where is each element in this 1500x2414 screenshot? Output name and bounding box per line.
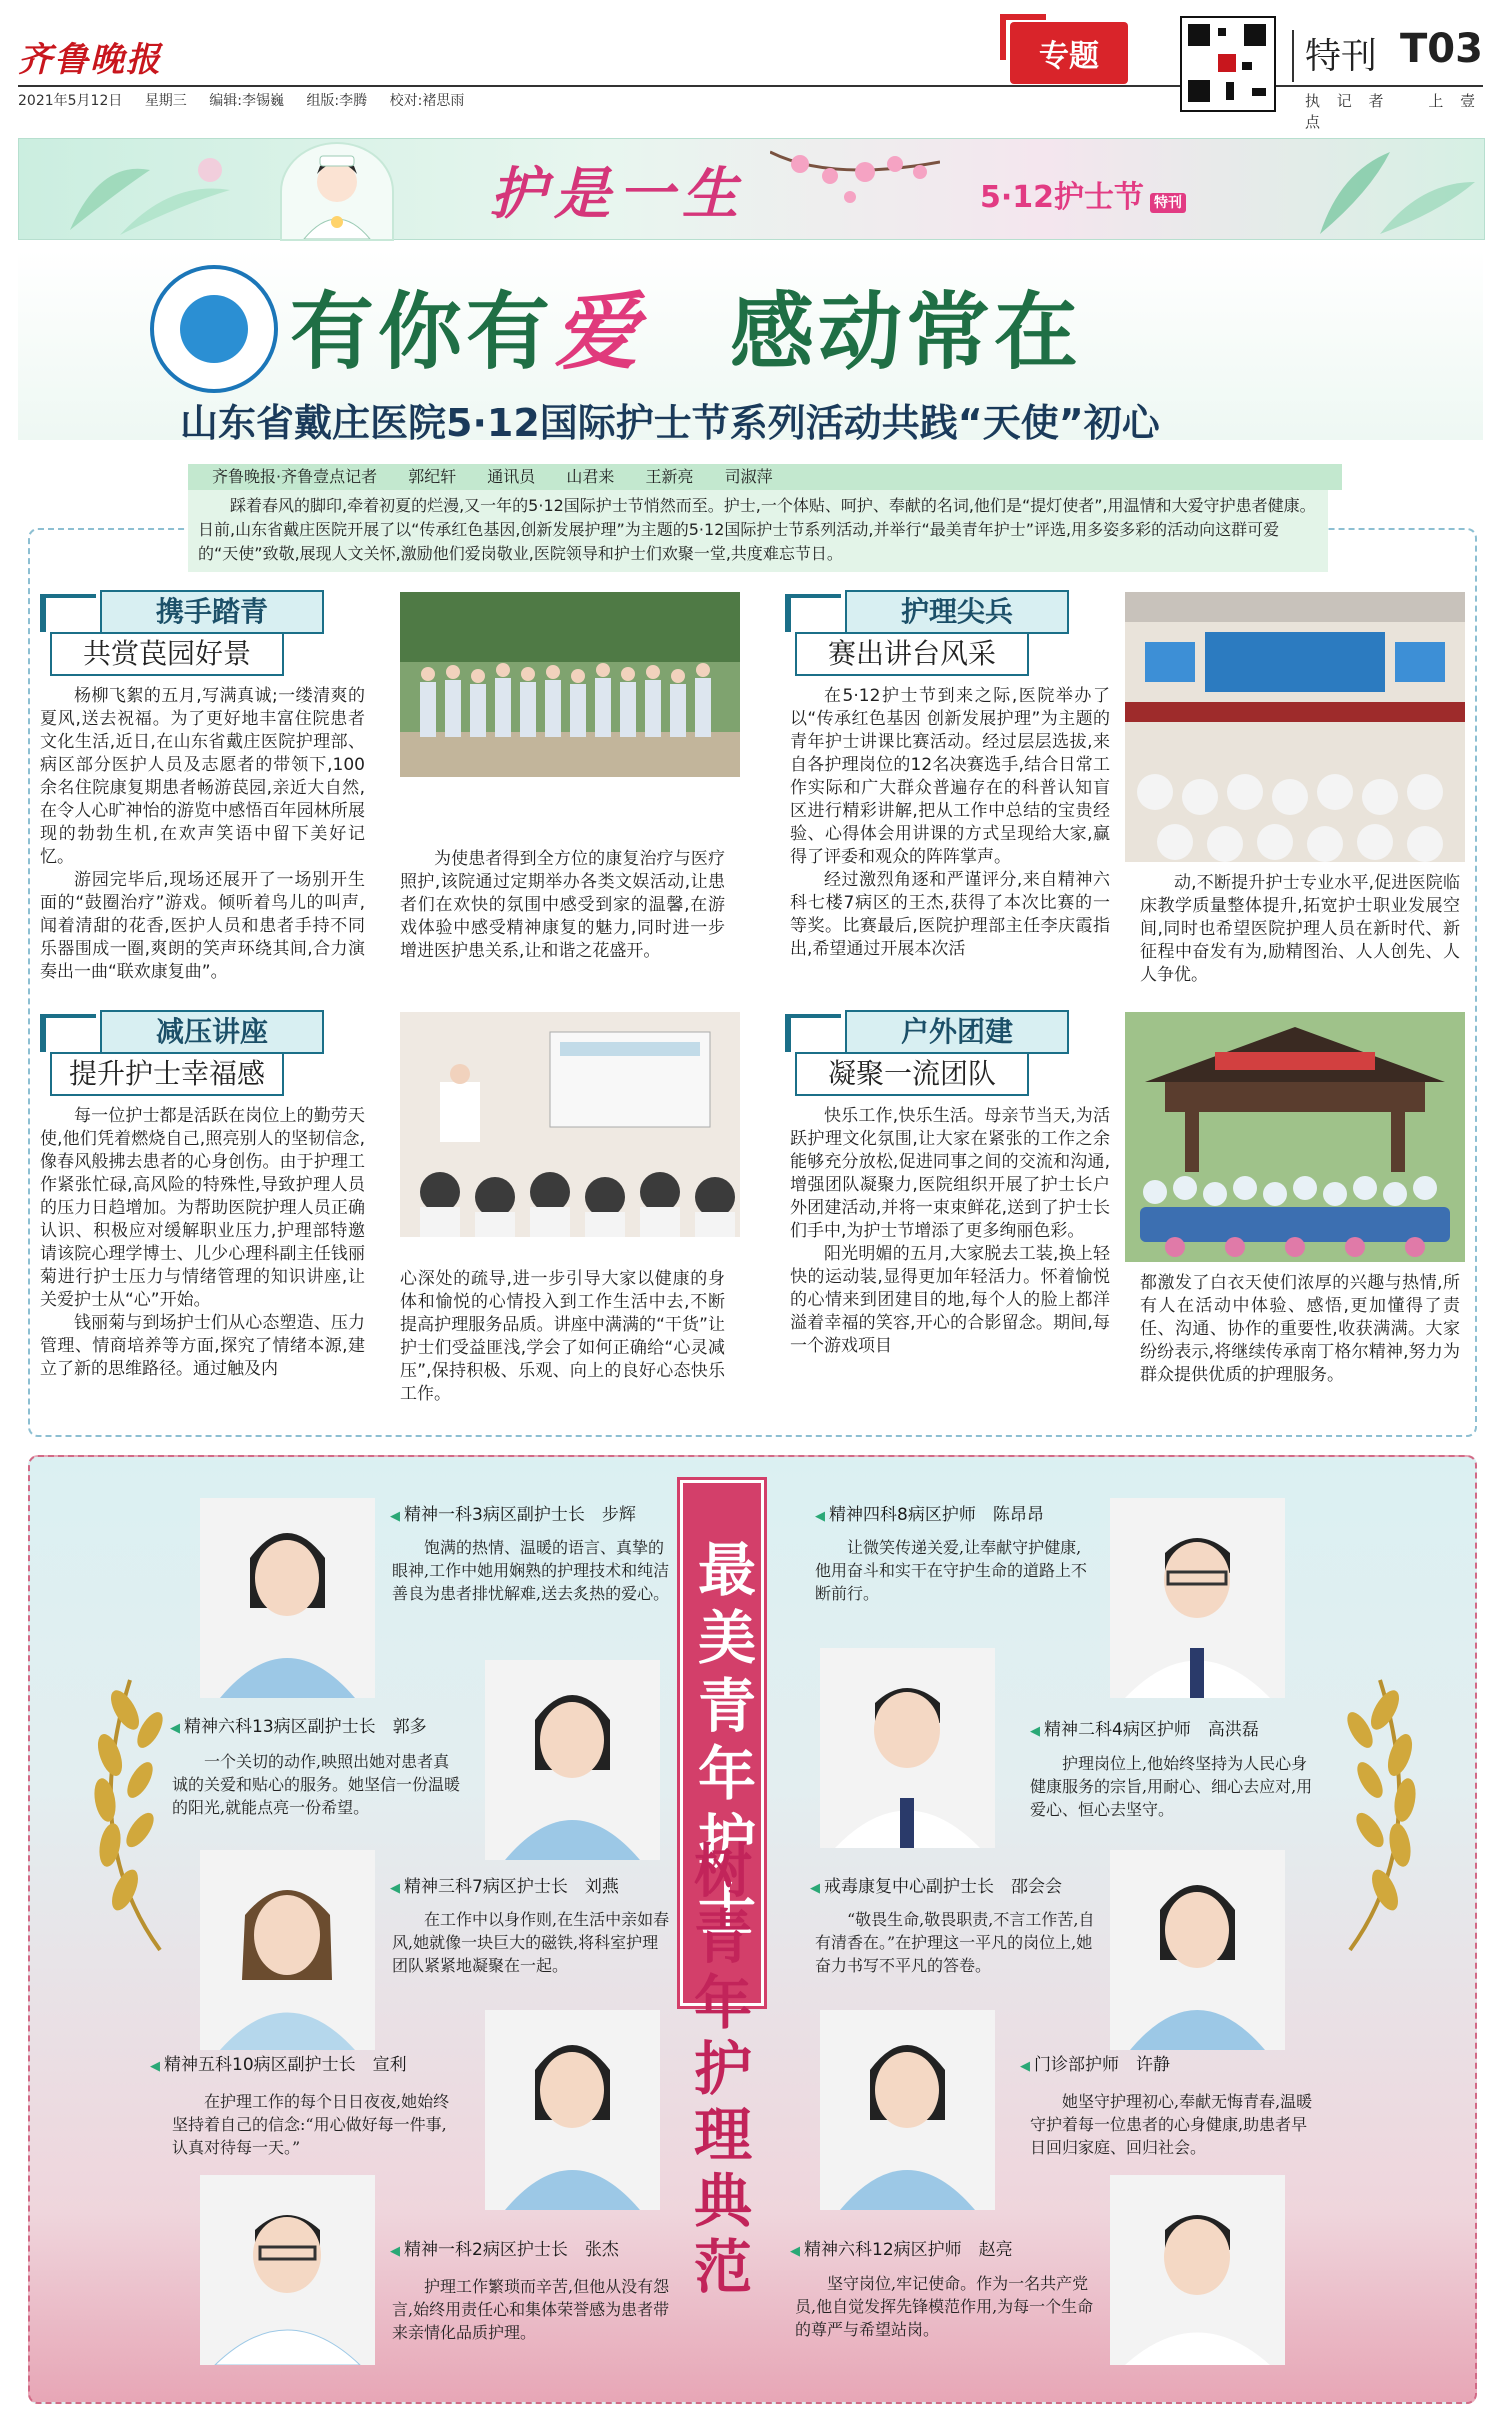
nurse-quote: 她坚守护理初心,奉献无悔青春,温暖守护着每一位患者的心身健康,助患者早日回归家庭、回归社会。 — [1030, 2092, 1313, 2157]
nurse-name: ◀ 精神六科12病区护师 赵亮 — [790, 2235, 1013, 2260]
young-nurses-title: 最美青年护士 — [680, 1480, 764, 2006]
cherry-blossom-icon — [770, 142, 940, 232]
paragraph: 快乐工作,快乐生活。母亲节当天,为活跃护理文化氛围,让大家在紧张的工作之余能够充分放松,促进同事之间的交流和沟通,增强团队凝聚力,医院组织开展了护士长户外团建活动,并将一束束鲜花,送到了护士长们手中,为护士节增添了更多绚丽色彩。 — [790, 1106, 1110, 1241]
reporter-note-left: 执 记 者 — [1305, 92, 1390, 110]
section-title-top: 户外团建 — [845, 1010, 1069, 1054]
main-headline — [290, 265, 1082, 386]
byline-name-1: 山君来 — [566, 467, 615, 486]
section-title-outing — [40, 590, 340, 690]
nurse-quote: 一个关切的动作,映照出她对患者真诚的关爱和贴心的服务。她坚信一份温暖的阳光,就能点亮一份希望。 — [172, 1752, 461, 1817]
issue-date: 2021年5月12日 — [18, 93, 123, 109]
paragraph: 阳光明媚的五月,大家脱去工装,换上轻快的运动装,显得更加年轻活力。怀着愉悦的心情来到团建目的地,每个人的脸上都洋溢着幸福的笑容,开心的合影留念。期间,每一个游戏项目 — [790, 1244, 1110, 1356]
paragraph: 游园完毕后,现场还展开了一场别开生面的“鼓圈治疗”游戏。倾听着鸟儿的叫声,闻着清甜的花香,医护人员和患者手持不同乐器围成一圈,爽朗的笑声环绕其间,合力演奏出一曲“联欢康复曲”。 — [40, 870, 365, 982]
headline-love: 爱 — [554, 282, 643, 381]
nurse-name: ◀ 门诊部护师 许静 — [1020, 2050, 1170, 2075]
masthead-divider — [1292, 30, 1294, 82]
section-title-top: 减压讲座 — [100, 1010, 324, 1054]
section-title-stress-lecture — [40, 1010, 340, 1110]
section-text-contest-2 — [1140, 872, 1460, 987]
nurse-name: ◀ 精神一科3病区副护士长 步辉 — [390, 1500, 636, 1525]
byline-outlet: 齐鲁晚报·齐鲁壹点记者 — [212, 467, 378, 486]
photo-contest-stage — [1125, 592, 1465, 862]
photo-team-group — [1125, 1012, 1465, 1262]
byline-correspondent-label: 通讯员 — [487, 467, 536, 486]
reporter-note-right: 上 壹 点 — [1305, 92, 1482, 131]
hospital-logo — [150, 265, 278, 393]
festival-label — [980, 172, 1186, 216]
nurse-quote: 护理工作繁琐而辛苦,但他从没有怨言,始终用责任心和集体荣誉感为患者带来亲情化品质护理。 — [392, 2277, 670, 2342]
paragraph: 都激发了白衣天使们浓厚的兴趣与热情,所有人在活动中体验、感悟,更加懂得了责任、沟通、协作的重要性,收获满满。大家纷纷表示,将继续传承南丁格尔精神,努力为群众提供优质的护理服务。 — [1140, 1273, 1460, 1385]
nurse-portrait — [200, 1850, 375, 2050]
byline-reporter: 郭纪轩 — [408, 467, 457, 486]
nurse-portrait — [485, 2010, 660, 2210]
section-text-outing — [40, 685, 365, 984]
section-title-top: 护理尖兵 — [845, 590, 1069, 634]
nurse-quote: 坚守岗位,牢记使命。作为一名共产党员,他自觉发挥先锋模范作用,为每一个生命的尊严与希望站岗。 — [795, 2274, 1094, 2339]
nurse-name: ◀ 精神二科4病区护师 高洪磊 — [1030, 1715, 1259, 1740]
nurse-portrait — [1110, 2175, 1285, 2365]
section-title-bottom: 共赏苠园好景 — [50, 632, 284, 676]
reporter-note — [1305, 90, 1500, 132]
headline-part1: 有你有 — [290, 282, 555, 381]
nurse-name: ◀ 精神一科2病区护士长 张杰 — [390, 2235, 619, 2260]
nurse-quote: 饱满的热情、温暖的语言、真挚的眼神,工作中她用娴熟的护理技术和纯洁善良为患者排忧解难,送去炙热的爱心。 — [392, 1538, 670, 1603]
leaf-deco-icon — [60, 150, 260, 239]
proof-credit: 校对:褚思雨 — [389, 93, 465, 109]
masthead-meta — [18, 90, 482, 110]
qr-code-icon[interactable] — [1180, 16, 1276, 112]
paragraph: 为使患者得到全方位的康复治疗与医疗照护,该院通过定期举办各类文娱活动,让患者们在欢快的氛围中感受到家的温馨,在游戏体验中感受精神康复的魅力,同时进一步增进医护患关系,让和谐之花盛开。 — [400, 849, 725, 961]
headline-part2: 感动常在 — [730, 282, 1083, 381]
newspaper-logo: 齐鲁晚报 — [18, 40, 162, 80]
section-text-team — [790, 1105, 1110, 1358]
nurse-quote: 护理岗位上,他始终坚持为人民心身健康服务的宗旨,用耐心、细心去应对,用爱心、恒心去坚守。 — [1030, 1754, 1313, 1819]
photo-park-group — [400, 592, 740, 777]
nurse-name: ◀ 精神三科7病区护士长 刘燕 — [390, 1872, 619, 1897]
paragraph: 经过激烈角逐和严谨评分,来自精神六科七楼7病区的王杰,获得了本次比赛的一等奖。比赛最后,医院护理部主任李庆霞指出,希望通过开展本次活 — [790, 870, 1110, 959]
nurse-portrait — [1110, 1498, 1285, 1698]
section-name: 特刊 — [1305, 36, 1378, 77]
section-text-team-2 — [1140, 1272, 1460, 1387]
section-title-bottom: 提升护士幸福感 — [50, 1052, 284, 1096]
topic-label: 专题 — [1010, 22, 1128, 84]
laurel-left-icon — [70, 1660, 180, 1960]
banner-title: 护是一生 — [490, 161, 746, 227]
nurse-portrait — [200, 2175, 375, 2365]
headline-subtitle: 山东省戴庄医院5·12国际护士节系列活动共践“天使”初心 — [180, 401, 1160, 445]
festival-tag: 特刊 — [1150, 193, 1186, 213]
section-text-contest — [790, 685, 1110, 961]
plant-deco-icon — [1300, 142, 1480, 238]
nurse-portrait — [485, 1660, 660, 1860]
editor-credit: 编辑:李锡巍 — [209, 93, 284, 109]
paragraph: 每一位护士都是活跃在岗位上的勤劳天使,他们凭着燃烧自己,照亮别人的坚韧信念,像春风般拂去患者的心身创伤。由于护理工作紧张忙碌,高风险的特殊性,导致护理人员的压力日趋增加。为帮助医院护理人员正确认识、积极应对缓解职业压力,护理部特邀请该院心理学博士、儿少心理科副主任钱丽菊进行护士压力与情绪管理的知识讲座,让关爱护士从“心”开始。 — [40, 1106, 365, 1310]
byline — [188, 464, 1342, 490]
issue-weekday: 星期三 — [144, 93, 187, 109]
paragraph: 心深处的疏导,进一步引导大家以健康的身体和愉悦的心情投入到工作生活中去,不断提高护理服务品质。讲座中满满的“干货”让护士们受益匪浅,学会了如何正确给“心灵减压”,保持积极、乐观、向上的良好心态快乐工作。 — [400, 1269, 725, 1404]
nurse-portrait — [200, 1498, 375, 1698]
page-number: T03 — [1400, 26, 1483, 72]
nurse-portrait — [820, 2010, 995, 2210]
nurse-quote: 在工作中以身作则,在生活中亲如春风,她就像一块巨大的磁铁,将科室护理团队紧紧地凝聚在一起。 — [392, 1910, 670, 1975]
nurse-name: ◀ 戒毒康复中心副护士长 邵会会 — [810, 1872, 1062, 1897]
lede-paragraph: 踩着春风的脚印,牵着初夏的烂漫,又一年的5·12国际护士节悄然而至。护士,一个体贴、呵护、奉献的名词,他们是“提灯使者”,用温情和大爱守护患者健康。日前,山东省戴庄医院开展了以“传承红色基因,创新发展护理”为主题的5·12国际护士节系列活动,并举行“最美青年护士”评选,用多姿多彩的活动向这群可爱的“天使”致敬,展现人文关怀,激励他们爱岗敬业,医院领导和护士们欢聚一堂,共度难忘节日。 — [188, 490, 1328, 572]
nurse-name: ◀ 精神五科10病区副护士长 宣利 — [150, 2050, 407, 2075]
nurse-illustration — [280, 142, 394, 241]
festival-name: 5·12护士节 — [980, 180, 1145, 215]
section-text-outing-2 — [400, 848, 725, 963]
photo-lecture-room — [400, 1012, 740, 1237]
nurse-name: ◀ 精神四科8病区护师 陈昂昂 — [815, 1500, 1044, 1525]
section-title-team-building — [785, 1010, 1085, 1110]
laurel-right-icon — [1330, 1660, 1440, 1960]
section-text-lecture — [40, 1105, 365, 1381]
nurse-portrait — [820, 1648, 995, 1848]
paragraph: 在5·12护士节到来之际,医院举办了以“传承红色基因 创新发展护理”为主题的青年护士讲课比赛活动。经过层层选拔,来自各护理岗位的12名决赛选手,结合日常工作实际和广大群众普遍存在的科普认知盲区进行精彩讲解,把从工作中总结的宝贵经验、心得体会用讲课的方式呈现给大家,赢得了评委和观众的阵阵掌声。 — [790, 686, 1110, 867]
young-nurses-subtitle: 树青年护理典范 — [684, 1840, 752, 2302]
section-title-bottom: 赛出讲台风采 — [795, 632, 1029, 676]
section-title-top: 携手踏青 — [100, 590, 324, 634]
section-text-lecture-2 — [400, 1268, 725, 1406]
section-title-lecture-contest — [785, 590, 1085, 690]
nurse-quote: 在护理工作的每个日日夜夜,她始终坚持着自己的信念:“用心做好每一件事,认真对待每一天。” — [172, 2092, 450, 2157]
section-title-bottom: 凝聚一流团队 — [795, 1052, 1029, 1096]
paragraph: 杨柳飞絮的五月,写满真诚;一缕清爽的夏风,送去祝福。为了更好地丰富住院患者文化生活,近日,在山东省戴庄医院护理部、病区部分医护人员及志愿者的带领下,100余名住院康复期患者畅游苠园,亲近大自然,在令人心旷神怡的游览中感悟百年园林所展现的勃勃生机,在欢声笑语中留下美好记忆。 — [40, 686, 365, 867]
layout-credit: 组版:李腾 — [306, 93, 368, 109]
nurse-name: ◀ 精神六科13病区副护士长 郭多 — [170, 1712, 427, 1737]
paragraph: 动,不断提升护士专业水平,促进医院临床教学质量整体提升,拓宽护士职业发展空间,同时也希望医院护理人员在新时代、新征程中奋发有为,励精图治、人人创先、人人争优。 — [1140, 873, 1460, 985]
paragraph: 钱丽菊与到场护士们从心态塑造、压力管理、情商培养等方面,探究了情绪本源,建立了新的思维路径。通过触及内 — [40, 1313, 365, 1379]
byline-name-3: 司淑萍 — [724, 467, 773, 486]
nurse-quote: 让微笑传递关爱,让奉献守护健康,他用奋斗和实干在守护生命的道路上不断前行。 — [815, 1538, 1088, 1603]
nurse-portrait — [1110, 1850, 1285, 2050]
nurse-quote: “敬畏生命,敬畏职责,不言工作苦,自有清香在。”在护理这一平凡的岗位上,她奋力书写不平凡的答卷。 — [815, 1910, 1095, 1975]
byline-name-2: 王新亮 — [645, 467, 694, 486]
